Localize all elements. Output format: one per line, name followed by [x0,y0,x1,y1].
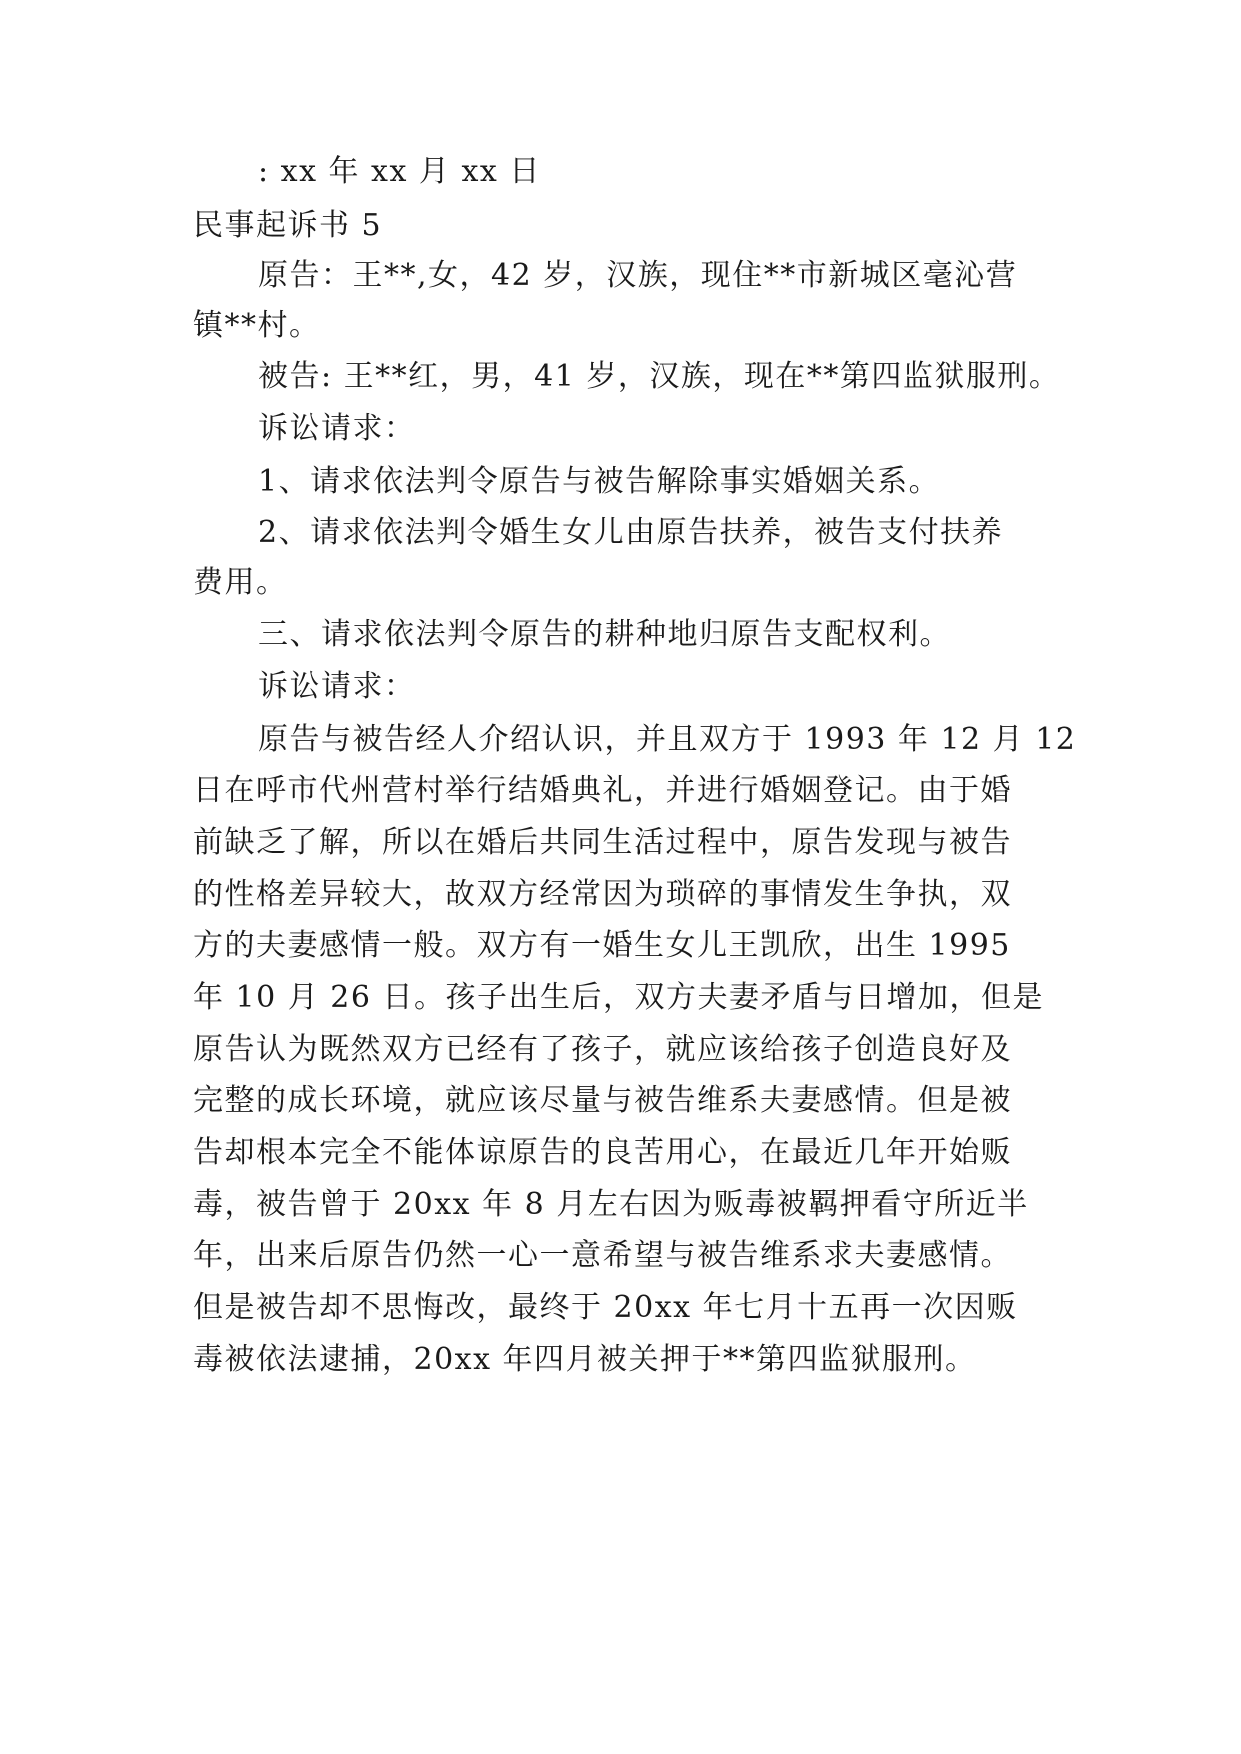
claim-1: 1、请求依法判令原告与被告解除事实婚姻关系。 [258,464,941,499]
body-line: 毒被依法逮捕，20xx 年四月被关押于**第四监狱服刑。 [193,1342,977,1377]
body-line: 原告认为既然双方已经有了孩子，就应该给孩子创造良好及 [193,1032,1012,1067]
plaintiff-line-cont: 镇**村。 [193,308,321,343]
document-title: 民事起诉书 5 [193,208,383,243]
facts-heading: 诉讼请求： [258,669,416,704]
claims-heading: 诉讼请求： [258,411,416,446]
body-line: 完整的成长环境，就应该尽量与被告维系夫妻感情。但是被 [193,1083,1012,1118]
claim-3: 三、请求依法判令原告的耕种地归原告支配权利。 [258,617,951,652]
defendant-line: 被告: 王**红，男，41 岁，汉族，现在**第四监狱服刑。 [258,359,1061,394]
body-line: 年 10 月 26 日。孩子出生后，双方夫妻矛盾与日增加，但是 [193,980,1044,1015]
plaintiff-line: 原告：王**,女，42 岁，汉族，现住**市新城区毫沁营 [258,258,1018,293]
body-line: 原告与被告经人介绍认识，并且双方于 1993 年 12 月 12 [258,722,1077,757]
date-line: : xx 年 xx 月 xx 日 [258,154,541,189]
body-line: 告却根本完全不能体谅原告的良苦用心，在最近几年开始贩 [193,1135,1012,1170]
body-line: 日在呼市代州营村举行结婚典礼，并进行婚姻登记。由于婚 [193,773,1012,808]
body-line: 年，出来后原告仍然一心一意希望与被告维系求夫妻感情。 [193,1238,1012,1273]
body-line: 但是被告却不思悔改，最终于 20xx 年七月十五再一次因贩 [193,1290,1018,1325]
claim-2: 2、请求依法判令婚生女儿由原告扶养，被告支付扶养 [258,515,1004,550]
body-line: 前缺乏了解，所以在婚后共同生活过程中，原告发现与被告 [193,825,1012,860]
body-line: 方的夫妻感情一般。双方有一婚生女儿王凯欣，出生 1995 [193,928,1011,963]
body-line: 的性格差异较大，故双方经常因为琐碎的事情发生争执，双 [193,877,1012,912]
body-line: 毒，被告曾于 20xx 年 8 月左右因为贩毒被羁押看守所近半 [193,1187,1029,1222]
claim-2-cont: 费用。 [193,565,288,600]
